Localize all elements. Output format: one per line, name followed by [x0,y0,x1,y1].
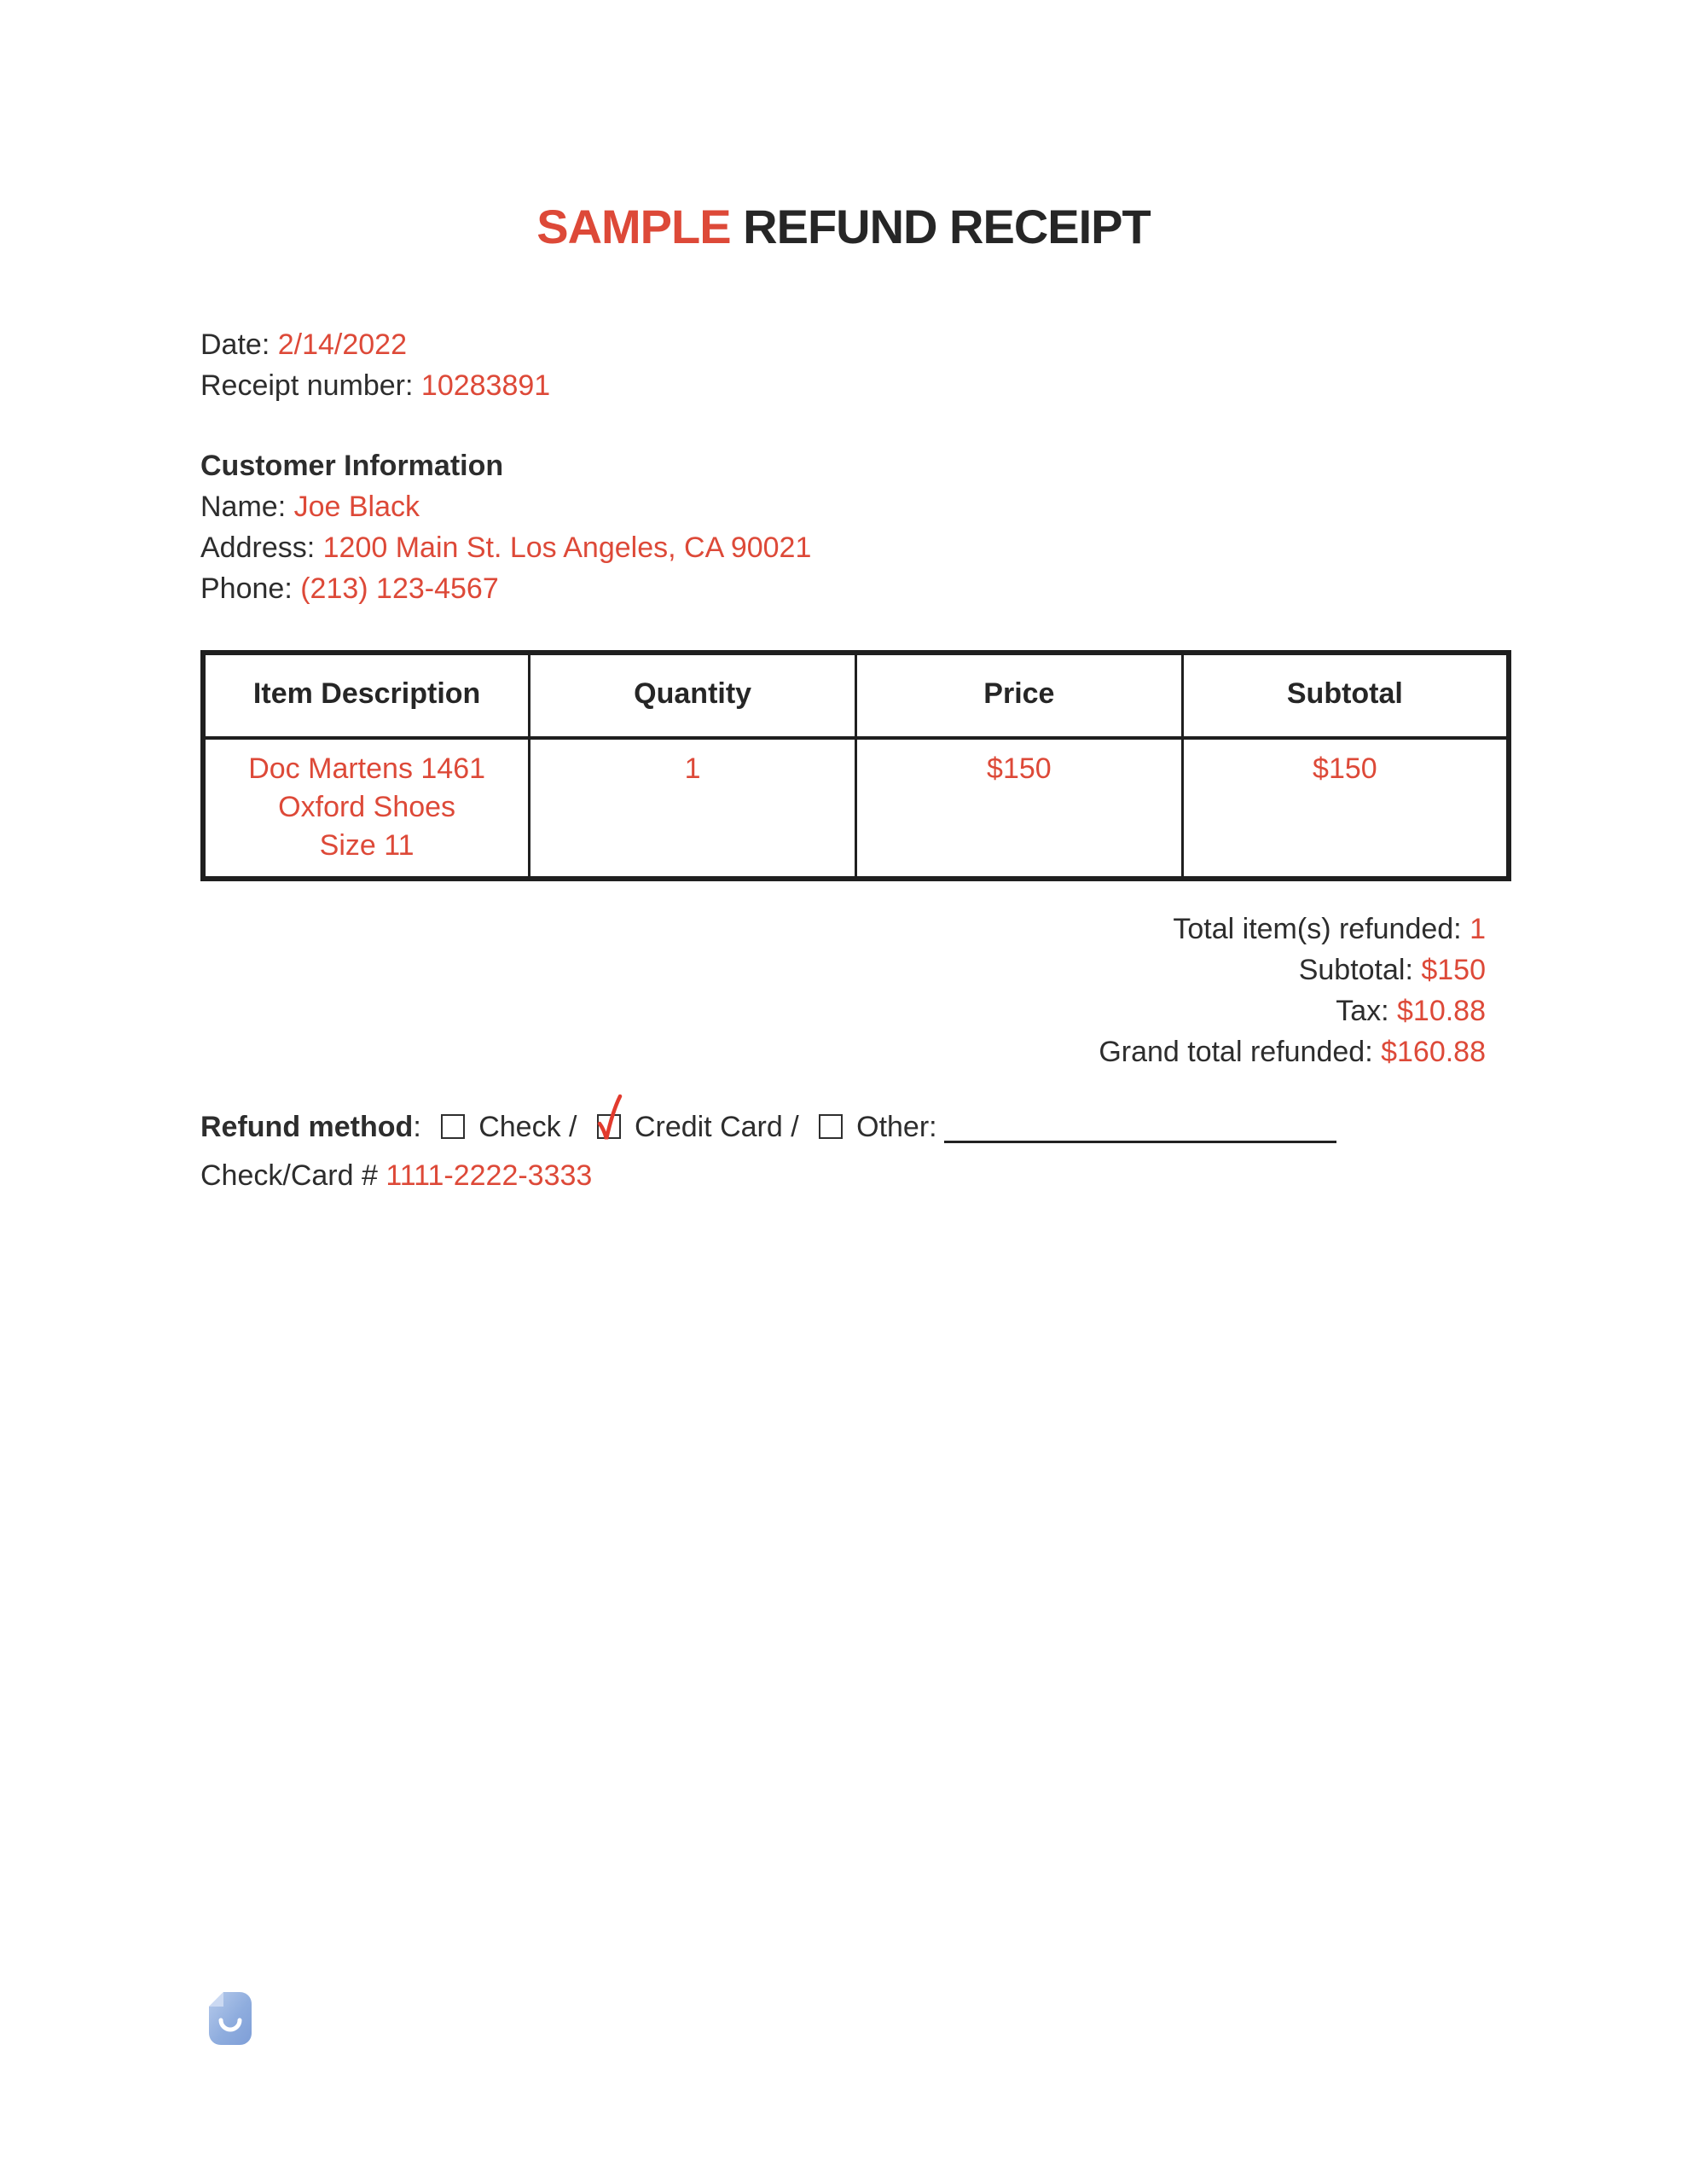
page-title [0,199,1687,254]
date-label: Date: [200,328,278,361]
phone-value: (213) 123-4567 [300,572,499,605]
receipt-number-label: Receipt number: [200,369,421,402]
customer-address-line [200,527,811,568]
separator-slash-2: / [782,1111,808,1143]
item-description-line-3: Size 11 [319,829,415,862]
receipt-number-line [200,365,550,406]
receipt-number-value: 10283891 [420,369,551,402]
customer-information-section [200,445,811,609]
grand-total-label: Grand total refunded: [1099,1036,1382,1068]
totals-section [1099,909,1486,1072]
other-blank-line[interactable] [944,1107,1336,1143]
customer-phone-line [200,568,811,609]
phone-label: Phone: [200,572,301,605]
name-value: Joe Black [293,491,420,523]
address-label: Address: [200,531,323,564]
table-row [203,738,1509,879]
check-option-label: Check [478,1111,561,1143]
separator-slash-1: / [560,1111,585,1143]
credit-card-checkbox[interactable] [597,1114,621,1139]
name-label: Name: [200,491,294,523]
header-subtotal: Subtotal [1182,653,1509,738]
total-items-refunded-line [1099,909,1486,950]
subtotal-value: $150 [1421,954,1486,986]
other-option-label: Other: [856,1111,937,1143]
checkmark-icon [597,1093,623,1142]
subtotal-label: Subtotal: [1298,954,1422,986]
tax-value: $10.88 [1397,995,1486,1027]
item-description-cell [203,738,530,879]
customer-information-heading: Customer Information [200,450,504,482]
other-checkbox[interactable] [819,1114,843,1139]
check-card-number-label: Check/Card # [200,1159,386,1192]
item-subtotal-cell: $150 [1182,738,1509,879]
item-description-line-2: Oxford Shoes [278,791,456,823]
date-line [200,324,550,365]
item-quantity-cell: 1 [530,738,856,879]
refund-method-label: Refund method [200,1111,414,1143]
title-rest: REFUND RECEIPT [730,200,1151,253]
header-item-description: Item Description [203,653,530,738]
check-card-number-line [200,1155,592,1196]
items-table-header-row [203,653,1509,738]
total-items-refunded-value: 1 [1470,913,1486,945]
tax-line [1099,990,1486,1031]
customer-name-line [200,486,811,527]
receipt-meta [200,324,550,406]
grand-total-value: $160.88 [1381,1036,1486,1068]
check-checkbox[interactable] [441,1114,465,1139]
credit-card-option-label: Credit Card [634,1111,783,1143]
refund-method-colon: : [413,1111,430,1143]
tax-label: Tax: [1336,995,1397,1027]
items-table [200,650,1511,881]
date-value: 2/14/2022 [277,328,407,361]
subtotal-line [1099,950,1486,990]
refund-method-line [200,1107,1336,1147]
item-description-line-1: Doc Martens 1461 [248,752,486,785]
check-card-number-value: 1111-2222-3333 [386,1159,593,1192]
document-smile-logo-icon [209,1992,252,2045]
header-quantity: Quantity [530,653,856,738]
header-price: Price [856,653,1183,738]
total-items-refunded-label: Total item(s) refunded: [1173,913,1470,945]
item-price-cell: $150 [856,738,1183,879]
grand-total-line [1099,1031,1486,1072]
title-sample-word: SAMPLE [536,200,731,253]
address-value: 1200 Main St. Los Angeles, CA 90021 [322,531,812,564]
